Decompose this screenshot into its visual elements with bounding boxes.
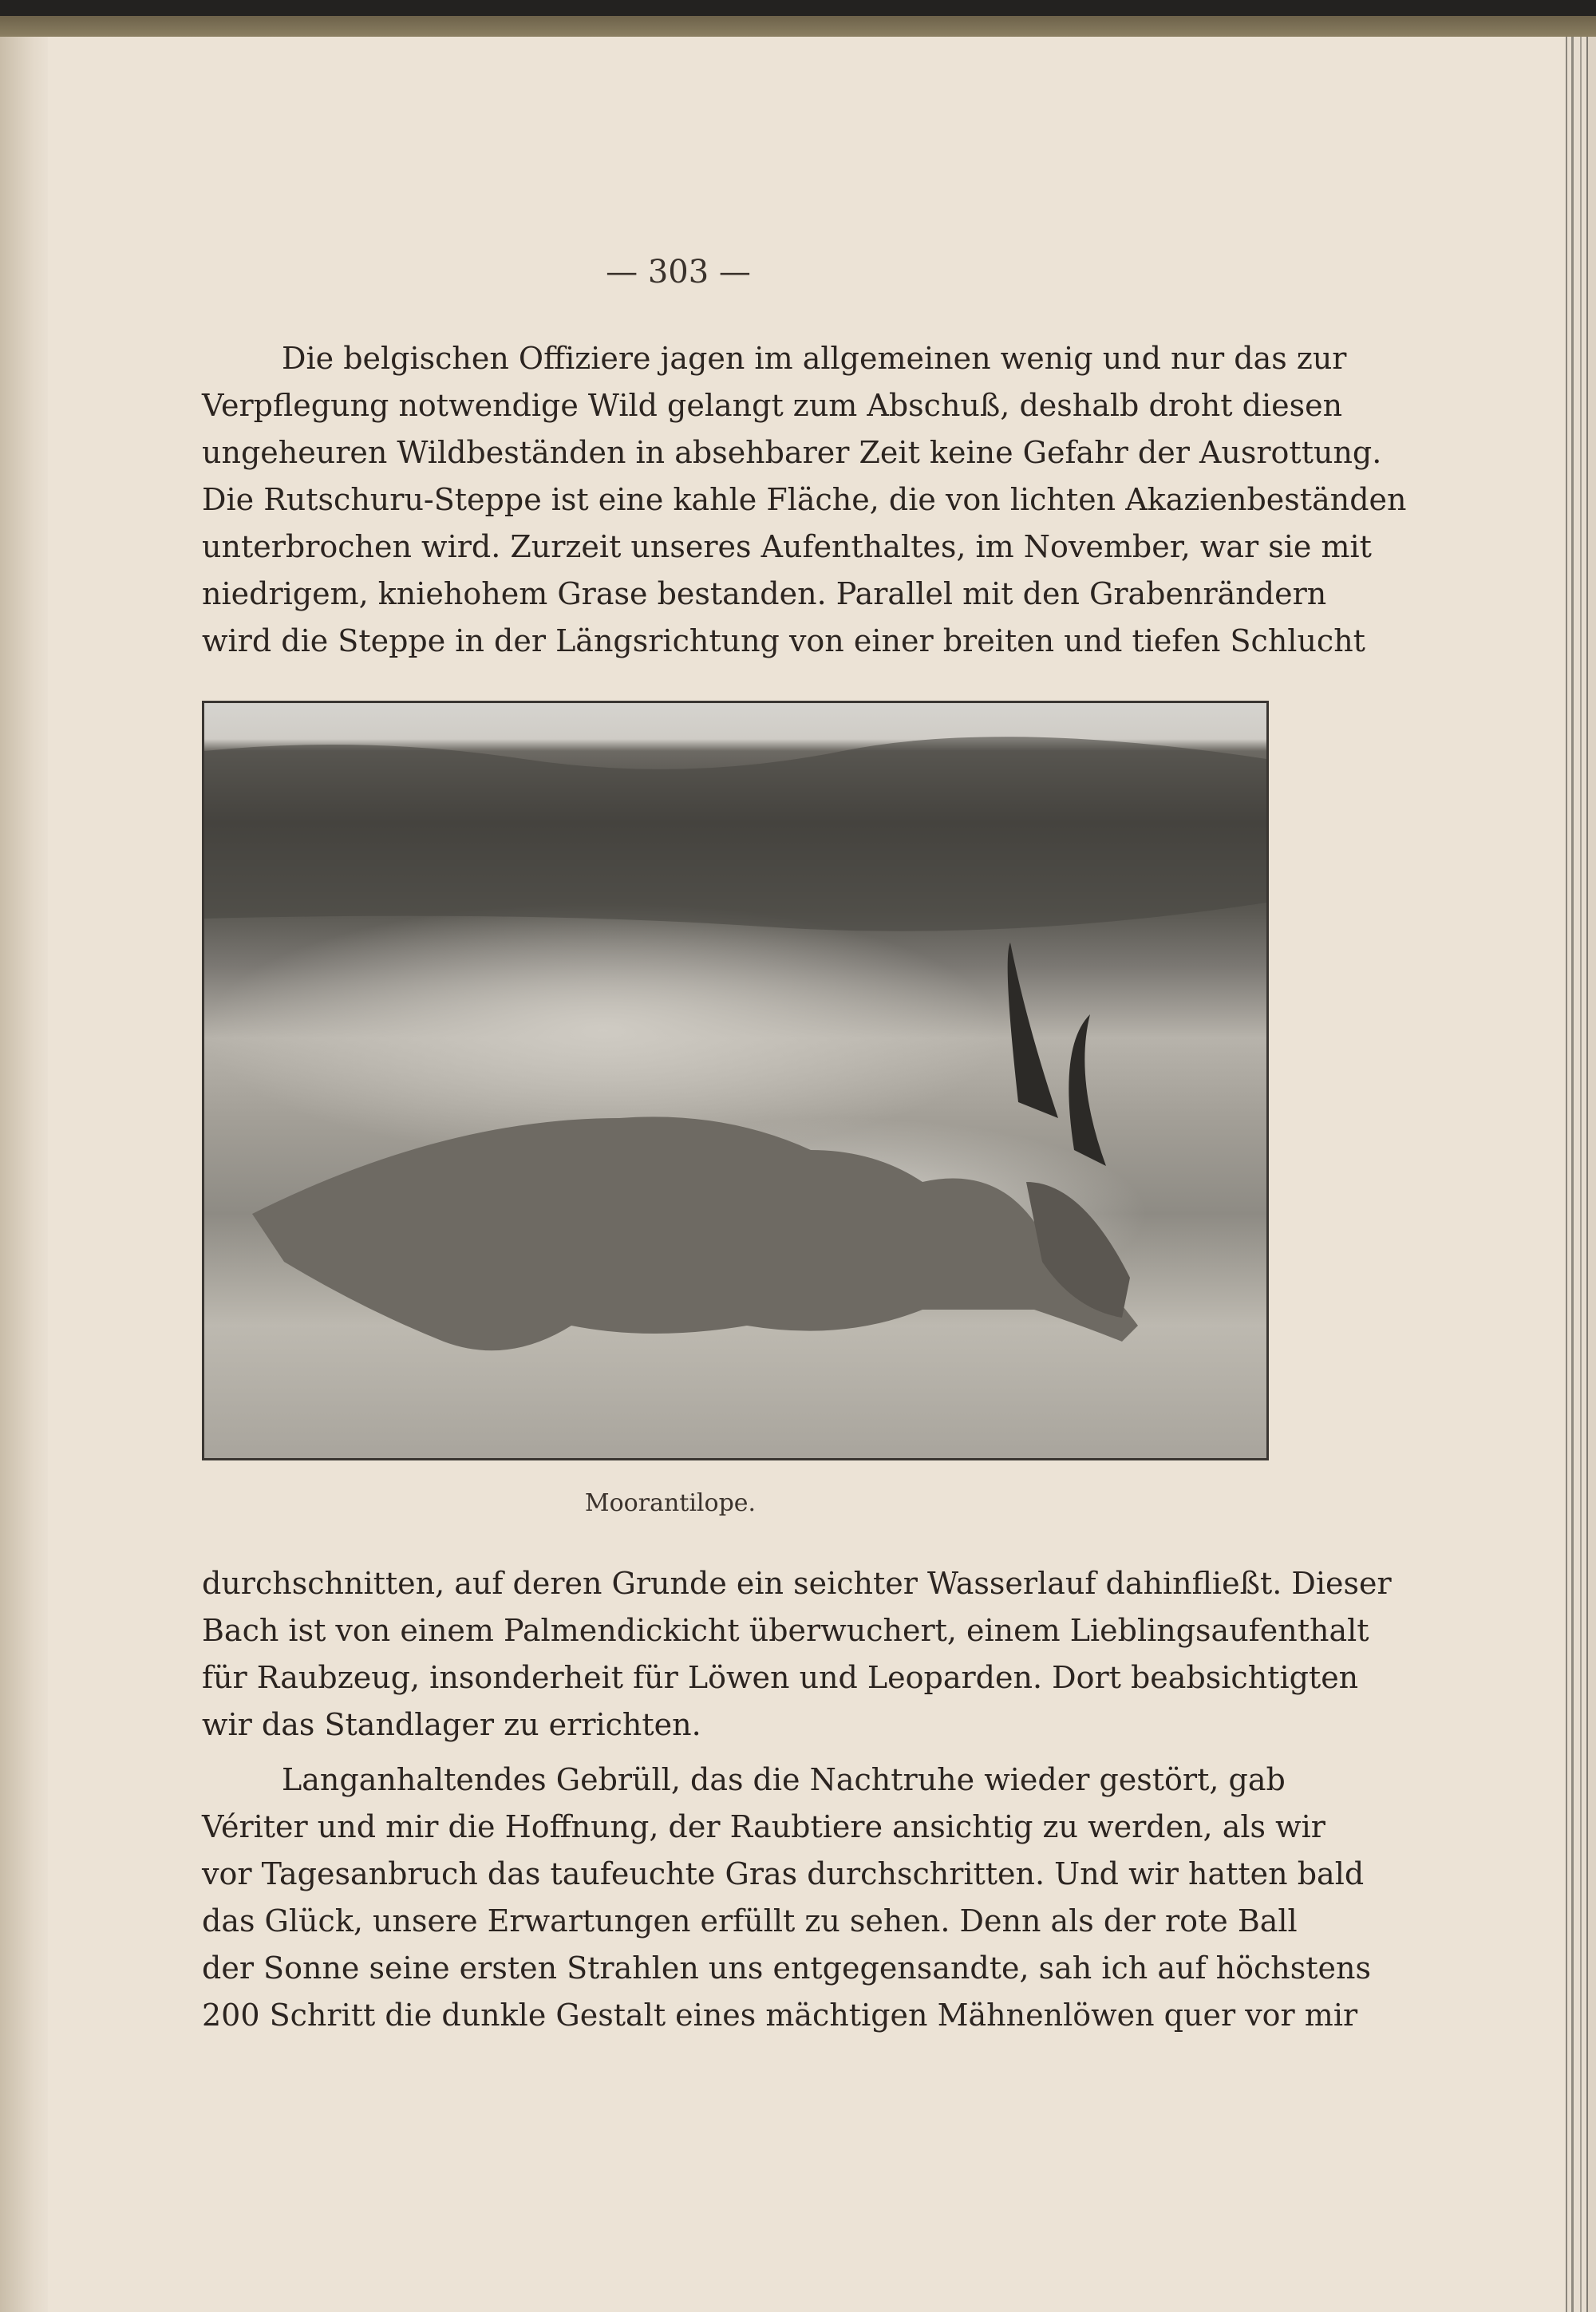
text-line: wird die Steppe in der Längsrichtung von einer breiten und tiefen Schlucht <box>202 623 1365 658</box>
text-line: Verpflegung notwendige Wild gelangt zum Abschuß, deshalb droht diesen <box>202 388 1343 423</box>
text-block-bottom <box>202 1560 1392 2039</box>
text-line: Die Rutschuru-Steppe ist eine kahle Fläche, die von lichten Akazienbeständen <box>202 482 1407 517</box>
text-block-top <box>202 335 1407 665</box>
text-line: für Raubzeug, insonderheit für Löwen und Leoparden. Dort beabsichtigten <box>202 1660 1359 1695</box>
text-line: Die belgischen Offiziere jagen im allgemeinen wenig und nur das zur <box>282 341 1347 376</box>
antelope-photograph <box>202 701 1269 1460</box>
text-line: Langanhaltendes Gebrüll, das die Nachtruhe wieder gestört, gab <box>282 1762 1286 1797</box>
text-line: das Glück, unsere Erwartungen erfüllt zu sehen. Denn als der rote Ball <box>202 1903 1298 1939</box>
scan-top-border <box>0 0 1596 16</box>
page-number: — 303 — <box>606 254 751 290</box>
text-line: Bach ist von einem Palmendickicht überwuchert, einem Lieblingsaufenthalt <box>202 1613 1369 1648</box>
text-line: Vériter und mir die Hoffnung, der Raubtiere ansichtig zu werden, als wir <box>202 1809 1325 1844</box>
text-line: unterbrochen wird. Zurzeit unseres Aufenthaltes, im November, war sie mit <box>202 529 1372 564</box>
figure-caption: Moorantilope. <box>584 1489 757 1517</box>
text-line: niedrigem, kniehohem Grase bestanden. Parallel mit den Grabenrändern <box>202 576 1327 611</box>
text-line: ungeheuren Wildbeständen in absehbarer Zeit keine Gefahr der Ausrottung. <box>202 435 1382 470</box>
text-line: durchschnitten, auf deren Grunde ein seichter Wasserlauf dahinfließt. Dieser <box>202 1566 1392 1601</box>
text-line: der Sonne seine ersten Strahlen uns entgegensandte, sah ich auf höchstens <box>202 1950 1371 1986</box>
book-cover-edge <box>0 16 1596 37</box>
page-edges <box>1562 37 1596 2312</box>
gutter-shadow <box>0 37 48 2312</box>
antelope-figure-illustration <box>204 703 1266 1458</box>
text-line: 200 Schritt die dunkle Gestalt eines mächtigen Mähnenlöwen quer vor mir <box>202 1998 1358 2033</box>
text-line: vor Tagesanbruch das taufeuchte Gras durchschritten. Und wir hatten bald <box>202 1856 1365 1891</box>
text-line: wir das Standlager zu errichten. <box>202 1707 701 1742</box>
